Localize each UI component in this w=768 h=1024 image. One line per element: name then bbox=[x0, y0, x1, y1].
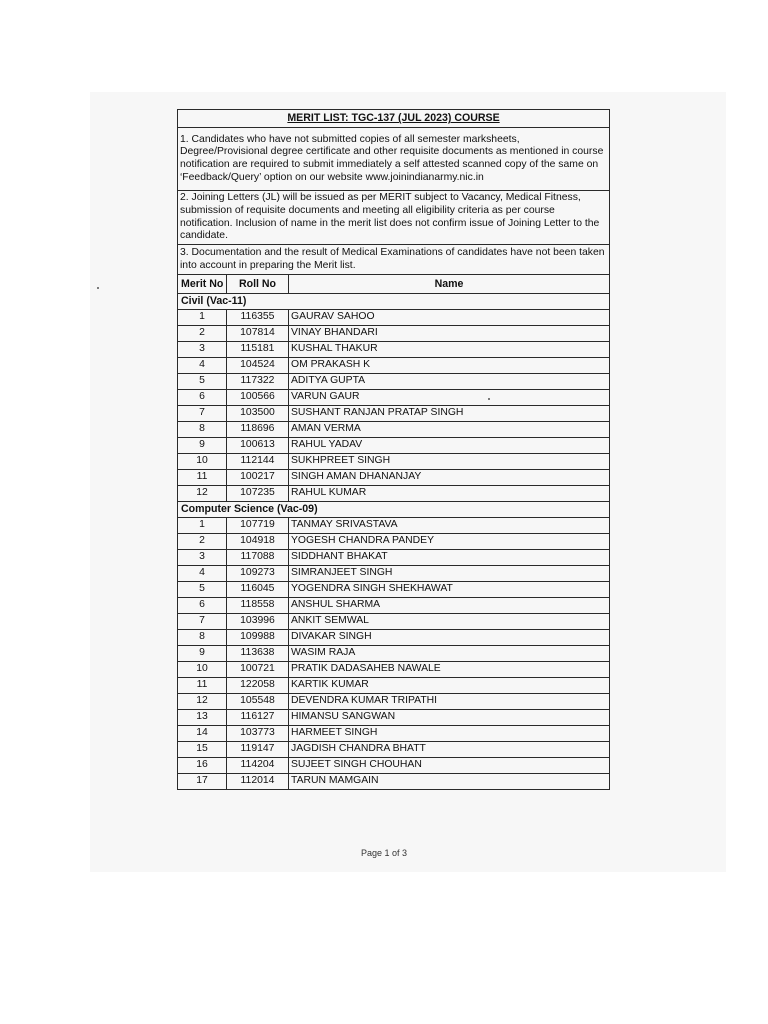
merit-no-cell: 2 bbox=[178, 534, 227, 550]
roll-no-cell: 109273 bbox=[227, 566, 289, 582]
table-row bbox=[178, 422, 610, 438]
table-row bbox=[178, 582, 610, 598]
roll-no-cell: 112014 bbox=[227, 774, 289, 790]
roll-no-cell: 119147 bbox=[227, 742, 289, 758]
table-row bbox=[178, 710, 610, 726]
section-row bbox=[178, 502, 610, 518]
merit-no-cell: 4 bbox=[178, 566, 227, 582]
table-row bbox=[178, 742, 610, 758]
merit-no-cell: 4 bbox=[178, 358, 227, 374]
name-cell: SINGH AMAN DHANANJAY bbox=[289, 470, 610, 486]
table-row bbox=[178, 374, 610, 390]
scan-speck bbox=[97, 287, 99, 289]
roll-no-cell: 118696 bbox=[227, 422, 289, 438]
name-cell: ADITYA GUPTA bbox=[289, 374, 610, 390]
table-row bbox=[178, 726, 610, 742]
roll-no-cell: 107719 bbox=[227, 518, 289, 534]
merit-no-cell: 8 bbox=[178, 630, 227, 646]
name-cell: GAURAV SAHOO bbox=[289, 310, 610, 326]
table-row bbox=[178, 694, 610, 710]
name-cell: AMAN VERMA bbox=[289, 422, 610, 438]
table-row bbox=[178, 518, 610, 534]
table-row bbox=[178, 566, 610, 582]
table-row bbox=[178, 598, 610, 614]
name-cell: VINAY BHANDARI bbox=[289, 326, 610, 342]
merit-no-cell: 6 bbox=[178, 390, 227, 406]
table-row bbox=[178, 758, 610, 774]
roll-no-cell: 107814 bbox=[227, 326, 289, 342]
merit-no-cell: 3 bbox=[178, 342, 227, 358]
merit-no-cell: 7 bbox=[178, 406, 227, 422]
merit-no-cell: 14 bbox=[178, 726, 227, 742]
name-cell: HARMEET SINGH bbox=[289, 726, 610, 742]
name-cell: JAGDISH CHANDRA BHATT bbox=[289, 742, 610, 758]
merit-no-cell: 2 bbox=[178, 326, 227, 342]
table-row bbox=[178, 486, 610, 502]
name-cell: RAHUL YADAV bbox=[289, 438, 610, 454]
roll-no-cell: 117088 bbox=[227, 550, 289, 566]
table-row bbox=[178, 678, 610, 694]
table-row bbox=[178, 614, 610, 630]
roll-no-cell: 116045 bbox=[227, 582, 289, 598]
merit-no-cell: 10 bbox=[178, 662, 227, 678]
name-cell: SUJEET SINGH CHOUHAN bbox=[289, 758, 610, 774]
roll-no-cell: 115181 bbox=[227, 342, 289, 358]
name-cell: TANMAY SRIVASTAVA bbox=[289, 518, 610, 534]
merit-list-table bbox=[177, 109, 610, 790]
roll-no-cell: 100613 bbox=[227, 438, 289, 454]
name-cell: OM PRAKASH K bbox=[289, 358, 610, 374]
table-row bbox=[178, 358, 610, 374]
name-cell: HIMANSU SANGWAN bbox=[289, 710, 610, 726]
name-cell: DEVENDRA KUMAR TRIPATHI bbox=[289, 694, 610, 710]
roll-no-cell: 100217 bbox=[227, 470, 289, 486]
merit-no-cell: 7 bbox=[178, 614, 227, 630]
table-row bbox=[178, 774, 610, 790]
table-row bbox=[178, 326, 610, 342]
roll-no-cell: 112144 bbox=[227, 454, 289, 470]
roll-no-cell: 109988 bbox=[227, 630, 289, 646]
merit-no-cell: 3 bbox=[178, 550, 227, 566]
merit-no-cell: 5 bbox=[178, 374, 227, 390]
table-row bbox=[178, 534, 610, 550]
name-cell: SIMRANJEET SINGH bbox=[289, 566, 610, 582]
merit-no-cell: 6 bbox=[178, 598, 227, 614]
note-1: 1. Candidates who have not submitted copies of all semester marksheets, Degree/Provisional degree certificate and other requisite documents as mentioned in course notification are required to submit immediately a self attested scanned copy of the same on ‘Feedback/Query’ option on our website www.joinindianarmy.nic.in bbox=[178, 128, 610, 191]
roll-no-cell: 117322 bbox=[227, 374, 289, 390]
title-row bbox=[178, 110, 610, 128]
merit-no-cell: 1 bbox=[178, 310, 227, 326]
table-row bbox=[178, 454, 610, 470]
name-cell: SUKHPREET SINGH bbox=[289, 454, 610, 470]
table-row bbox=[178, 630, 610, 646]
note-3: 3. Documentation and the result of Medical Examinations of candidates have not been taken into account in preparing the Merit list. bbox=[178, 245, 610, 275]
roll-no-cell: 116355 bbox=[227, 310, 289, 326]
merit-no-cell: 11 bbox=[178, 678, 227, 694]
name-cell: ANSHUL SHARMA bbox=[289, 598, 610, 614]
roll-no-cell: 103773 bbox=[227, 726, 289, 742]
name-cell: RAHUL KUMAR bbox=[289, 486, 610, 502]
roll-no-cell: 118558 bbox=[227, 598, 289, 614]
document-title: MERIT LIST: TGC-137 (JUL 2023) COURSE bbox=[178, 110, 610, 128]
name-cell: DIVAKAR SINGH bbox=[289, 630, 610, 646]
merit-no-cell: 11 bbox=[178, 470, 227, 486]
name-cell: YOGESH CHANDRA PANDEY bbox=[289, 534, 610, 550]
merit-no-cell: 5 bbox=[178, 582, 227, 598]
table-row bbox=[178, 390, 610, 406]
roll-no-cell: 103996 bbox=[227, 614, 289, 630]
table-row bbox=[178, 438, 610, 454]
page-number: Page 1 of 3 bbox=[360, 848, 408, 858]
note-row bbox=[178, 128, 610, 191]
section-heading: Computer Science (Vac-09) bbox=[178, 502, 610, 518]
roll-no-cell: 104524 bbox=[227, 358, 289, 374]
name-cell: TARUN MAMGAIN bbox=[289, 774, 610, 790]
name-cell: WASIM RAJA bbox=[289, 646, 610, 662]
table-row bbox=[178, 662, 610, 678]
name-cell: PRATIK DADASAHEB NAWALE bbox=[289, 662, 610, 678]
note-2: 2. Joining Letters (JL) will be issued as per MERIT subject to Vacancy, Medical Fitness, submission of requisite documents and meeting all eligibility criteria as per course notification. Inclusion of name in the merit list does not confirm issue of Joining Letter to the candidate. bbox=[178, 191, 610, 245]
note-row bbox=[178, 245, 610, 275]
roll-no-cell: 105548 bbox=[227, 694, 289, 710]
table-row bbox=[178, 470, 610, 486]
merit-list-document bbox=[177, 109, 609, 790]
table-row bbox=[178, 310, 610, 326]
merit-no-cell: 10 bbox=[178, 454, 227, 470]
roll-no-cell: 116127 bbox=[227, 710, 289, 726]
name-header: Name bbox=[289, 275, 610, 294]
table-row bbox=[178, 342, 610, 358]
merit-no-cell: 16 bbox=[178, 758, 227, 774]
merit-no-cell: 12 bbox=[178, 694, 227, 710]
table-row bbox=[178, 550, 610, 566]
name-cell: VARUN GAUR bbox=[289, 390, 610, 406]
roll-no-cell: 100721 bbox=[227, 662, 289, 678]
roll-no-cell: 100566 bbox=[227, 390, 289, 406]
merit-no-cell: 9 bbox=[178, 646, 227, 662]
roll-no-cell: 113638 bbox=[227, 646, 289, 662]
section-heading: Civil (Vac-11) bbox=[178, 294, 610, 310]
merit-no-cell: 9 bbox=[178, 438, 227, 454]
roll-no-cell: 114204 bbox=[227, 758, 289, 774]
merit-no-cell: 12 bbox=[178, 486, 227, 502]
merit-no-cell: 15 bbox=[178, 742, 227, 758]
table-row bbox=[178, 646, 610, 662]
roll-no-header: Roll No bbox=[227, 275, 289, 294]
merit-no-cell: 13 bbox=[178, 710, 227, 726]
name-cell: SIDDHANT BHAKAT bbox=[289, 550, 610, 566]
roll-no-cell: 104918 bbox=[227, 534, 289, 550]
section-row bbox=[178, 294, 610, 310]
merit-no-cell: 1 bbox=[178, 518, 227, 534]
name-cell: KUSHAL THAKUR bbox=[289, 342, 610, 358]
roll-no-cell: 107235 bbox=[227, 486, 289, 502]
name-cell: SUSHANT RANJAN PRATAP SINGH bbox=[289, 406, 610, 422]
table-row bbox=[178, 406, 610, 422]
roll-no-cell: 122058 bbox=[227, 678, 289, 694]
name-cell: ANKIT SEMWAL bbox=[289, 614, 610, 630]
roll-no-cell: 103500 bbox=[227, 406, 289, 422]
note-row bbox=[178, 191, 610, 245]
name-cell: KARTIK KUMAR bbox=[289, 678, 610, 694]
merit-no-cell: 17 bbox=[178, 774, 227, 790]
merit-no-header: Merit No bbox=[178, 275, 227, 294]
merit-no-cell: 8 bbox=[178, 422, 227, 438]
name-cell: YOGENDRA SINGH SHEKHAWAT bbox=[289, 582, 610, 598]
header-row bbox=[178, 275, 610, 294]
